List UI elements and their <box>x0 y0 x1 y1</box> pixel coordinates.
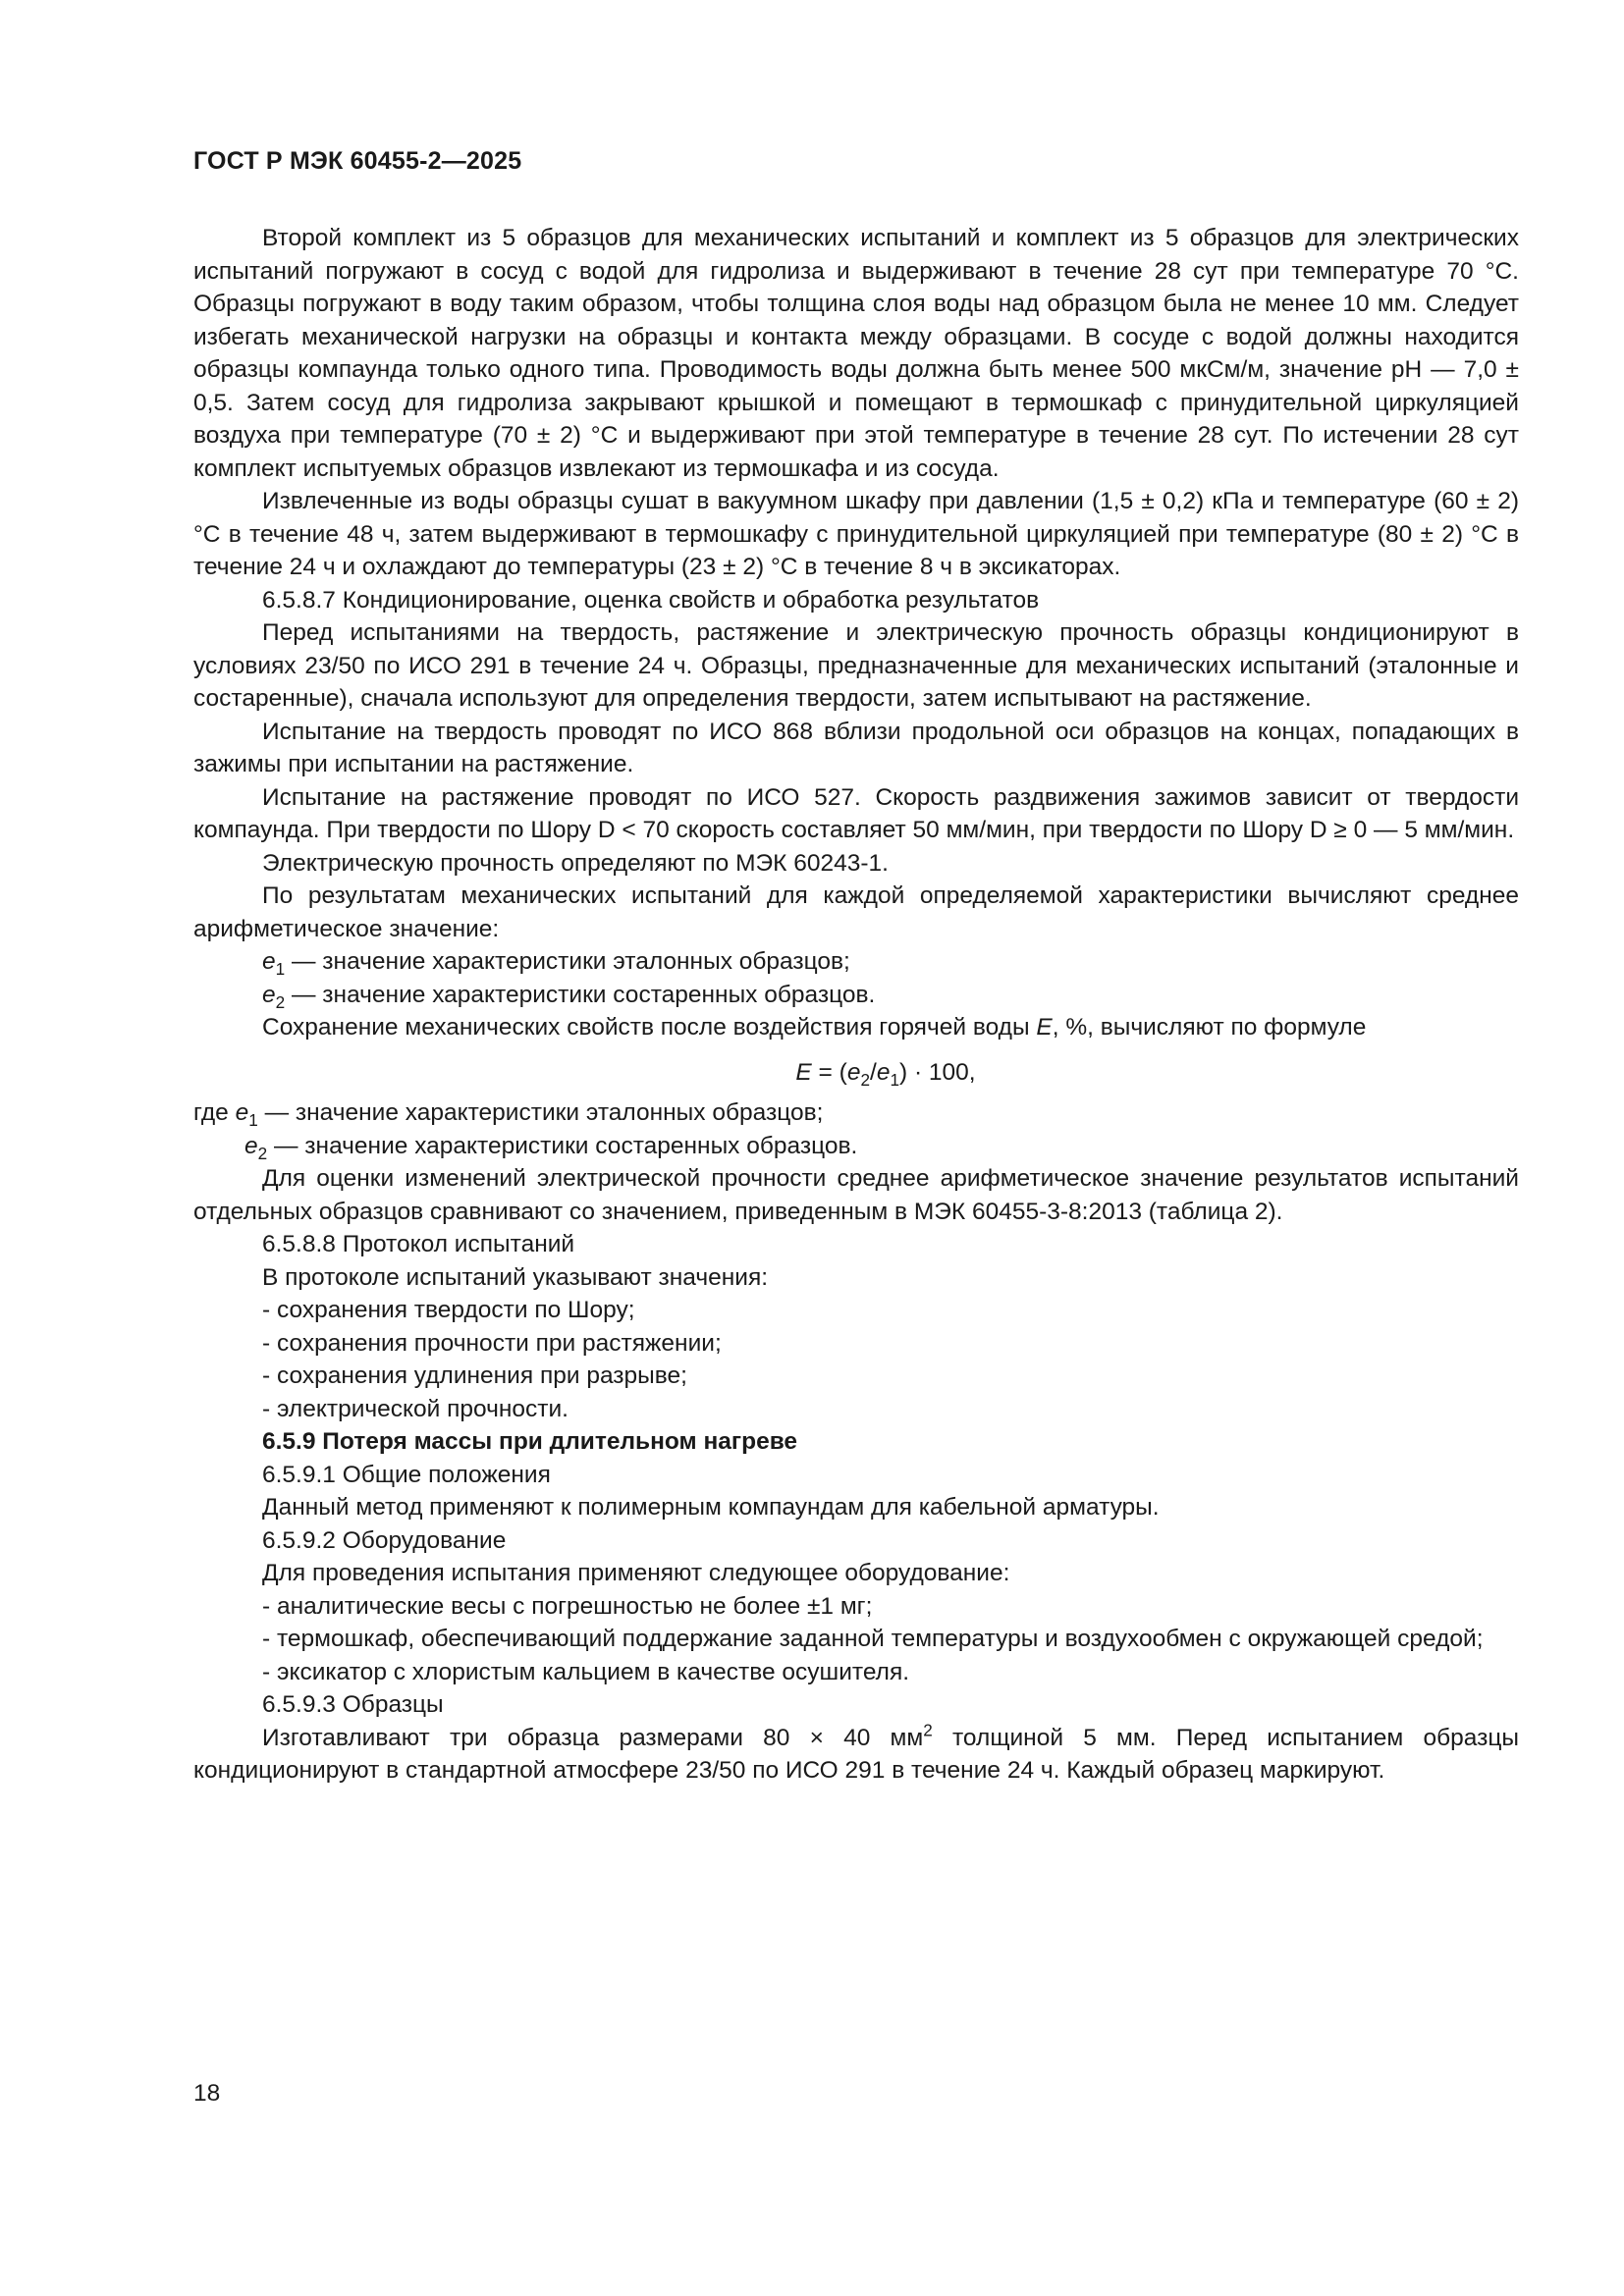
paragraph-equipment: Для проведения испытания применяют следующее оборудование: <box>262 1560 1010 1586</box>
where-e1 <box>193 1096 1519 1130</box>
definition-text: — значение характеристики эталонных образцов; <box>257 1099 824 1126</box>
section-heading-6-5-9-1: 6.5.9.1 Общие положения <box>262 1461 551 1488</box>
paragraph-electric-strength: Электрическую прочность определяют по МЭК 60243-1. <box>262 849 889 877</box>
definition-text: — значение характеристики состаренных образцов. <box>285 981 876 1008</box>
paragraph-electric-evaluation: Для оценки изменений электрической прочности среднее арифметическое значение результатов испытаний отдельных образцов сравнивают со значением, приведенным в МЭК 60455-3-8:2013 (таблица 2). <box>193 1165 1519 1225</box>
definition-text: — значение характеристики состаренных образцов. <box>267 1132 858 1159</box>
symbol-e: e <box>235 1099 249 1126</box>
formula-eq: = ( <box>811 1058 847 1086</box>
text: , %, вычисляют по формуле <box>1052 1014 1367 1041</box>
document-body <box>193 222 1519 1788</box>
section-heading-6-5-8-7: 6.5.8.7 Кондиционирование, оценка свойств и обработка результатов <box>262 586 1040 614</box>
subscript: 1 <box>275 959 286 979</box>
formula-E <box>193 1056 1519 1090</box>
section-heading-6-5-9-3: 6.5.9.3 Образцы <box>262 1691 444 1718</box>
formula-e1: e <box>876 1058 891 1086</box>
text: Сохранение механических свойств после воздействия горячей воды <box>262 1014 1037 1041</box>
list-item: - термошкаф, обеспечивающий поддержание заданной температуры и воздухообмен с окружающей средой; <box>262 1626 1484 1652</box>
formula-rest: ) · 100, <box>899 1058 976 1086</box>
subscript: 1 <box>248 1110 258 1130</box>
subscript: 2 <box>860 1069 870 1090</box>
where-label: где <box>193 1099 236 1126</box>
where-e2 <box>193 1130 1519 1163</box>
formula-e2: e <box>846 1058 861 1086</box>
paragraph-protocol: В протоколе испытаний указывают значения: <box>262 1263 769 1291</box>
list-item: - сохранения твердости по Шору; <box>262 1297 635 1323</box>
paragraph-tensile-test: Испытание на растяжение проводят по ИСО 527. Скорость раздвижения зажимов зависит от твердости компаунда. При твердости по Шору D < 70 скорость составляет 50 мм/мин, при твердости по Шору D ≥ 0 — 5 мм/мин. <box>193 783 1519 843</box>
text: толщиной 5 мм. Перед испытанием образцы кондиционируют в стандартной атмосфере 23/50 по ИСО 291 в течение 24 ч. Каждый образец маркируют. <box>193 1724 1519 1784</box>
symbol-e: e <box>244 1132 258 1159</box>
document-header: ГОСТ Р МЭК 60455-2—2025 <box>193 147 522 175</box>
subscript: 2 <box>275 991 286 1012</box>
definition-e1 <box>193 945 1519 979</box>
page-number: 18 <box>193 2080 221 2107</box>
symbol-e: e <box>262 981 276 1008</box>
subscript: 2 <box>257 1143 268 1163</box>
paragraph-method: Данный метод применяют к полимерным компаундам для кабельной арматуры. <box>262 1494 1160 1521</box>
list-item: - аналитические весы с погрешностью не более ±1 мг; <box>262 1592 873 1620</box>
list-item: - сохранения удлинения при разрыве; <box>262 1362 687 1389</box>
paragraph-conditioning: Перед испытаниями на твердость, растяжение и электрическую прочность образцы кондиционируют в условиях 23/50 по ИСО 291 в течение 24 ч. Образцы, предназначенные для механических испытаний (эталонные и состаренные), сначала используют для определения твердости, затем испытывают на растяжение. <box>193 619 1519 712</box>
paragraph-drying: Извлеченные из воды образцы сушат в вакуумном шкафу при давлении (1,5 ± 0,2) кПа и температуре (60 ± 2) °С в течение 48 ч, затем выдерживают в термошкафу с принудительной циркуляцией при температуре (80 ± 2) °С в течение 24 ч и охлаждают до температуры (23 ± 2) °С в течение 8 ч в эксикаторах. <box>193 488 1519 580</box>
symbol-e: e <box>262 948 276 975</box>
list-item: - электрической прочности. <box>262 1395 568 1422</box>
list-item: - сохранения прочности при растяжении; <box>262 1329 722 1357</box>
section-heading-6-5-8-8: 6.5.8.8 Протокол испытаний <box>262 1231 575 1257</box>
paragraph-mean-value: По результатам механических испытаний для каждой определяемой характеристики вычисляют среднее арифметическое значение: <box>193 882 1519 942</box>
paragraph-samples <box>193 1722 1519 1788</box>
superscript: 2 <box>923 1720 933 1740</box>
paragraph-hardness-test: Испытание на твердость проводят по ИСО 868 вблизи продольной оси образцов на концах, попадающих в зажимы при испытании на растяжение. <box>193 718 1519 777</box>
formula-slash: / <box>870 1058 877 1086</box>
list-item: - эксикатор с хлористым кальцием в качестве осушителя. <box>262 1658 910 1685</box>
paragraph-hydrolysis: Второй комплект из 5 образцов для механических испытаний и комплект из 5 образцов для электрических испытаний погружают в сосуд с водой для гидролиза и выдерживают в течение 28 сут при температуре 70 °С. Образцы погружают в воду таким образом, чтобы толщина слоя воды над образцом была не менее 10 мм. Следует избегать механической нагрузки на образцы и контакта между образцами. В сосуде с водой должны находится образцы компаунда только одного типа. Проводимость воды должна быть менее 500 мкСм/м, значение pH — 7,0 ± 0,5. Затем сосуд для гидролиза закрывают крышкой и помещают в термошкаф с принудительной циркуляцией воздуха при температуре (70 ± 2) °С и выдерживают при этой температуре в течение 28 сут. По истечении 28 сут комплект испытуемых образцов извлекают из термошкафа и из сосуда. <box>193 225 1519 482</box>
symbol-E: E <box>1036 1014 1053 1041</box>
subscript: 1 <box>890 1069 899 1090</box>
paragraph-formula-intro <box>193 1011 1519 1044</box>
text: Изготавливают три образца размерами 80 × 40 мм <box>262 1724 924 1751</box>
formula-lhs: E <box>795 1058 812 1086</box>
definition-text: — значение характеристики эталонных образцов; <box>285 948 850 975</box>
definition-e2 <box>193 979 1519 1012</box>
section-heading-6-5-9: 6.5.9 Потеря массы при длительном нагреве <box>262 1428 798 1455</box>
section-heading-6-5-9-2: 6.5.9.2 Оборудование <box>262 1526 507 1554</box>
